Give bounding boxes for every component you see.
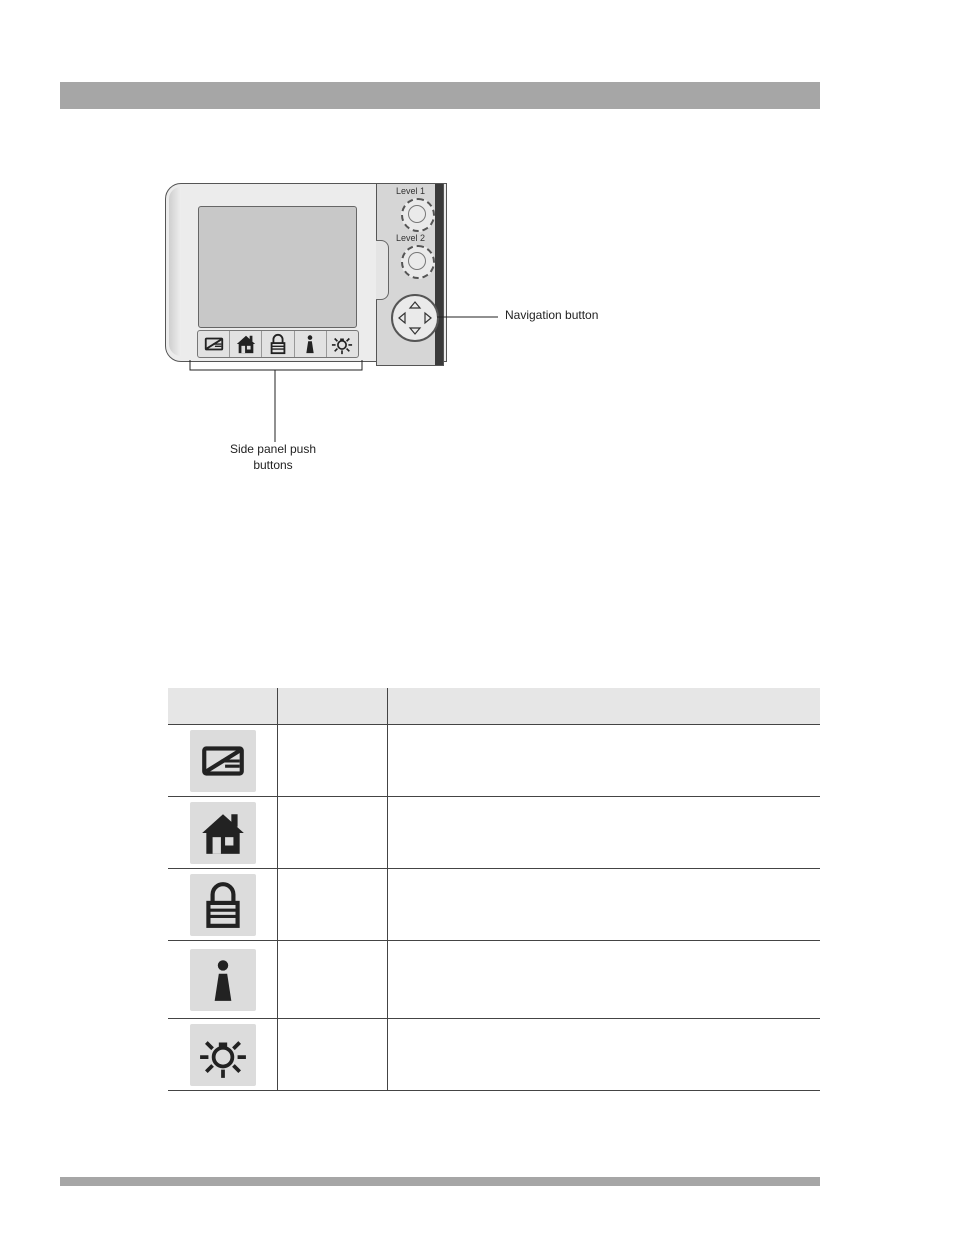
side-panel-callout: Side panel push buttons — [229, 442, 317, 472]
home-icon — [198, 808, 248, 858]
icon-table — [168, 688, 820, 1091]
device-figure — [165, 180, 605, 475]
callout-lines — [165, 180, 605, 475]
header-bar — [60, 82, 820, 109]
table-row — [168, 797, 820, 869]
light-icon — [198, 1030, 248, 1080]
table-row — [168, 941, 820, 1019]
footer-bar — [60, 1177, 820, 1186]
table-header — [168, 688, 820, 725]
info-icon — [198, 955, 248, 1005]
level-2-label: Level 2 — [396, 233, 426, 243]
level-1-label: Level 1 — [396, 186, 426, 196]
lock-icon — [198, 880, 248, 930]
table-row — [168, 869, 820, 941]
picture-icon — [198, 736, 248, 786]
table-row — [168, 725, 820, 797]
table-row — [168, 1019, 820, 1091]
navigation-button-callout: Navigation button — [505, 308, 599, 322]
